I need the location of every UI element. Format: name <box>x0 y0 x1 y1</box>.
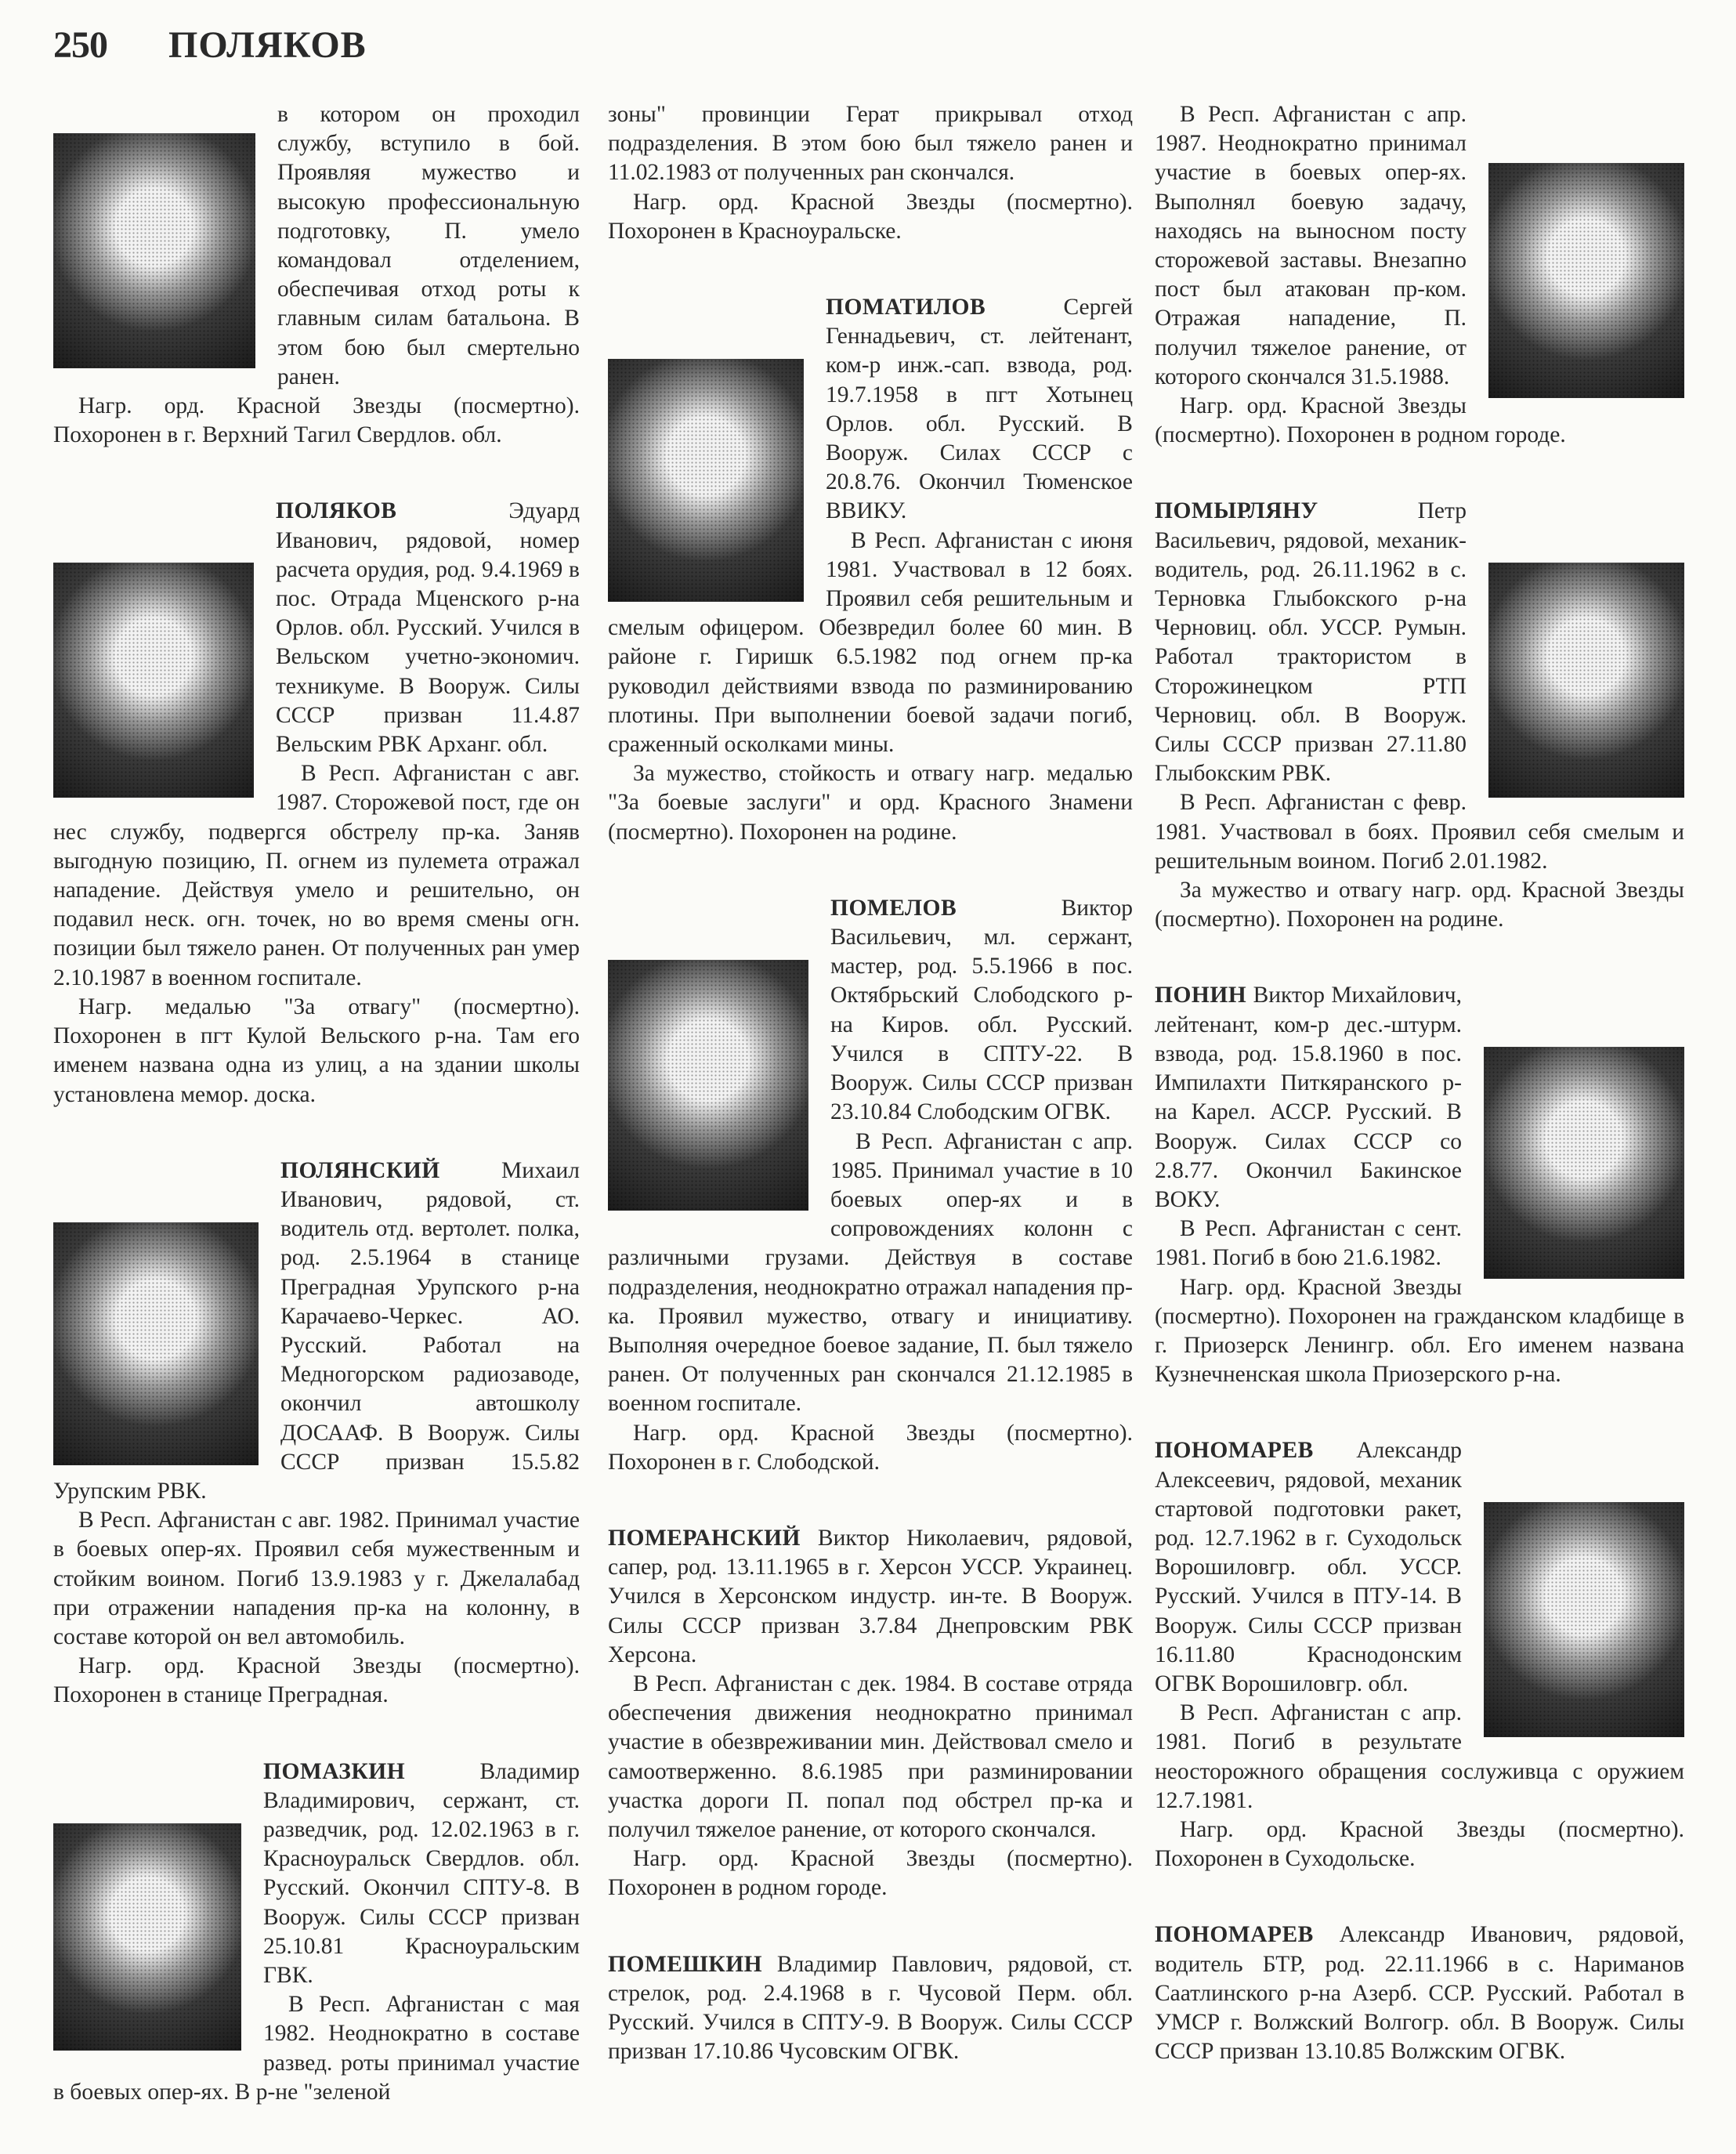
bio-text: Сергей Геннадьевич, ст. лейтенант, ком-р инж.-сап. взвода, род. 19.7.1958 в пгт Хотынец Орлов. обл. Русский. В Вооруж. Силах СССР с 20.8.76. Окончил Тюменское ВВИКУ. <box>826 295 1133 524</box>
portrait-photo <box>53 1823 241 2051</box>
service-paragraph: В Респ. Афганистан с апр. 1985. Принимал участие в 10 боевых опер-ях и в сопровождениях колонн с различными грузами. Действуя в составе подразделения, неоднократно отражал нападения пр-ка. Проявил мужество, отвагу и инициативу. Выполняя очередное боевое задание, П. был тяжело ранен. От полученных ран скончался 21.12.1985 в военном госпитале. <box>608 1128 1133 1417</box>
continuation-text: В Респ. Афганистан с апр. 1987. Неоднократно принимал участие в боевых опер-ях. Выполнял боевую задачу, находясь на выносном посту сторожевой заставы. Внезапно пост был атакован пр-ком. Отражая нападение, П. получил тяжелое ранение, от которого скончался 31.5.1988. <box>1155 102 1467 389</box>
award-paragraph: Нагр. орд. Красной Звезды (посмертно). Похоронен в родном городе. <box>1155 393 1566 448</box>
portrait-photo <box>53 1222 259 1465</box>
entry-surname: ПОМЕРАНСКИЙ <box>608 1525 801 1551</box>
portrait-photo <box>608 960 808 1211</box>
bio-text: Александр Иванович, рядовой, водитель БТР, род. 22.11.1966 в с. Нариманов Саатлинского р-на Азерб. ССР. Русский. Работал в УМСР г. Волжский Волгогр. обл. В Вооруж. Силы СССР призван 13.10.85 Волжским ОГВК. <box>1155 1922 1684 2065</box>
service-paragraph: В Респ. Афганистан с апр. 1981. Погиб в результате неосторожного обращения сослуживца с оружием 12.7.1981. <box>1155 1700 1684 1813</box>
award-paragraph: Нагр. орд. Красной Звезды (посмертно). Похоронен в г. Верхний Тагил Свердлов. обл. <box>53 393 580 448</box>
entry-bio <box>1155 1920 1684 2066</box>
column-2 <box>608 100 1133 2113</box>
portrait-photo <box>1488 163 1684 398</box>
bio-text: Виктор Васильевич, мл. сержант, мастер, род. 5.5.1966 в пос. Октябрьский Слободского р-на Киров. обл. Русский. Учился в СПТУ-22. В Вооруж. Силы СССР призван 23.10.84 Слободским ОГВК. <box>830 895 1133 1125</box>
service-paragraph: В Респ. Афганистан с февр. 1981. Участвовал в боях. Проявил себя смелым и решительным воином. Погиб 2.01.1982. <box>1155 790 1684 874</box>
entry-ponin <box>1155 981 1684 1389</box>
continuation-text: зоны" провинции Герат прикрывал отход подразделения. В этом бою был тяжело ранен и 11.02.1983 от полученных ран скончался. <box>608 102 1133 186</box>
entry-continuation <box>608 100 1133 246</box>
entry-polyanskiy <box>53 1157 580 1711</box>
service-paragraph: В Респ. Афганистан с дек. 1984. В составе отряда обеспечения движения неоднократно принимал участие в обезвреживании мин. Действовал смело и самоотверженно. 8.6.1985 при разминировании участка дороги П. попал под обстрел пр-ка и получил тяжелое ранение, от которого скончался. <box>608 1671 1133 1842</box>
portrait-photo <box>1484 1502 1684 1737</box>
entry-surname: ПОНОМАРЕВ <box>1155 1922 1314 1948</box>
running-head: ПОЛЯКОВ <box>168 24 367 66</box>
service-paragraph: В Респ. Афганистан с мая 1982. Неоднократно в составе развед. роты принимал участие в боевых опер-ях. В р-не "зеленой <box>53 1992 580 2105</box>
entry-pomeranskiy <box>608 1524 1133 1903</box>
entry-surname: ПОМЕЛОВ <box>830 895 957 921</box>
portrait-photo <box>608 359 804 602</box>
page-number: 250 <box>53 24 107 66</box>
entry-surname: ПОМЫРЛЯНУ <box>1155 498 1318 524</box>
entry-pomeshkin <box>608 1950 1133 2067</box>
entry-ponomarev-aa <box>1155 1436 1684 1873</box>
bio-text: Виктор Николаевич, рядовой, сапер, род. 13.11.1965 в г. Херсон УССР. Украинец. Учился в Херсонском индустр. ин-те. В Вооруж. Силы СССР призван 3.7.84 Днепровским РВК Херсона. <box>608 1525 1134 1667</box>
portrait-photo <box>53 563 254 798</box>
continuation-text: в котором он проходил службу, вступило в бой. Проявляя мужество и высокую профессиональную подготовку, П. умело командовал отделением, обеспечивая отход роты к главным силам батальона. В этом бою был смертельно ранен. <box>277 102 580 389</box>
bio-text: Виктор Михайлович, лейтенант, ком-р дес.-штурм. взвода, род. 15.8.1960 в пос. Импилахти Питкяранского р-на Карел. АССР. Русский. В Вооруж. Силах СССР со 2.8.77. Окончил Бакинское ВОКУ. <box>1155 983 1462 1212</box>
entry-ponomarev-ai <box>1155 1920 1684 2066</box>
award-paragraph: За мужество, стойкость и отвагу нагр. медалью "За боевые заслуги" и орд. Красного Знамени (посмертно). Похоронен на родине. <box>608 761 1133 845</box>
page-header <box>53 24 367 67</box>
award-paragraph: Нагр. орд. Красной Звезды (посмертно). Похоронен в родном городе. <box>608 1846 1133 1901</box>
service-paragraph: В Респ. Афганистан с авг. 1982. Принимал участие в боевых опер-ях. Проявил себя мужественным и стойким воином. Погиб 13.9.1983 у г. Джелалабад при отражении нападения пр-ка на колонну, в составе которой он вел автомобиль. <box>53 1508 580 1649</box>
award-paragraph: Нагр. медалью "За отвагу" (посмертно). Похоронен в пгт Кулой Вельского р-на. Там его именем названа одна из улиц, а на здании школы установлена мемор. доска. <box>53 994 580 1107</box>
service-paragraph: В Респ. Афганистан с сент. 1981. Погиб в бою 21.6.1982. <box>1155 1216 1462 1271</box>
entry-continuation <box>53 100 580 450</box>
portrait-photo <box>1484 1047 1684 1279</box>
entry-pomyrlyanu <box>1155 497 1684 934</box>
entry-bio <box>608 1950 1133 2067</box>
entry-surname: ПОЛЯКОВ <box>276 498 397 524</box>
award-paragraph: Нагр. орд. Красной Звезды (посмертно). Похоронен в Красноуральске. <box>608 189 1133 244</box>
entry-pomazkin <box>53 1758 580 2107</box>
bio-text: Владимир Владимирович, сержант, ст. разведчик, род. 12.02.1963 в г. Красноуральск Свердлов. обл. Русский. Окончил СПТУ-8. В Вооруж. Силы СССР призван 25.10.81 Красноуральским ГВК. <box>263 1758 580 1988</box>
entry-polyakov <box>53 497 580 1109</box>
award-paragraph: За мужество и отвагу нагр. орд. Красной Звезды (посмертно). Похоронен на родине. <box>1155 878 1684 932</box>
bio-text: Михаил Иванович, рядовой, ст. водитель отд. вертолет. полка, род. 2.5.1964 в станице Преградная Урупского р-на Карачаево-Черкес. АО. Русский. Работал на Медногорском радиозаводе, окончил автошколу ДОСААФ. В Вооруж. Силы СССР призван 15.5.82 Урупским РВК. <box>53 1157 580 1504</box>
entry-surname: ПОНОМАРЕВ <box>1155 1438 1314 1464</box>
column-1 <box>53 100 580 2154</box>
service-paragraph: В Респ. Афганистан с июня 1981. Участвовал в 12 боях. Проявил себя решительным и смелым офицером. Обезвредил более 60 мин. В районе г. Гиришк 6.5.1982 под огнем пр-ка руководил действиями взвода по разминированию плотины. При выполнении боевой задачи погиб, сраженный осколками мины. <box>608 527 1133 758</box>
award-paragraph: Нагр. орд. Красной Звезды (посмертно). Похоронен в Суходольске. <box>1155 1816 1684 1872</box>
award-paragraph: Нагр. орд. Красной Звезды (посмертно). Похоронен в станице Преградная. <box>53 1653 580 1708</box>
entry-pomelov <box>608 894 1133 1477</box>
portrait-photo <box>53 133 255 368</box>
bio-text: Владимир Павлович, рядовой, ст. стрелок, род. 2.4.1968 в г. Чусовой Перм. обл. Русский. Учился в СПТУ-9. В Вооруж. Силы СССР призван 17.10.86 Чусовским ОГВК. <box>608 1951 1133 2065</box>
bio-text: Эдуард Иванович, рядовой, номер расчета орудия, род. 9.4.1969 в пос. Отрада Мценского р-на Орлов. обл. Русский. Учился в Вельском учетно-экономич. техникуме. В Вооруж. Силы СССР призван 11.4.87 Вельским РВК Арханг. обл. <box>276 498 580 758</box>
entry-surname: ПОМАТИЛОВ <box>826 295 986 320</box>
award-paragraph: Нагр. орд. Красной Звезды (посмертно). Похоронен в г. Слободской. <box>608 1420 1133 1475</box>
entry-surname: ПОМЕШКИН <box>608 1951 763 1977</box>
bio-text: Александр Алексеевич, рядовой, механик стартовой подготовки ракет, род. 12.7.1962 в г. Суходольск Ворошиловгр. обл. УССР. Русский. Учился в ПТУ-14. В Вооруж. Силы СССР призван 16.11.80 Краснодонским ОГВК Ворошиловгр. обл. <box>1155 1438 1462 1696</box>
entry-continuation <box>1155 100 1684 450</box>
service-paragraph: В Респ. Афганистан с авг. 1987. Сторожевой пост, где он нес службу, подвергся обстрелу пр-ка. Заняв выгодную позицию, П. огнем из пулемета отражал нападение. Действуя умело и решительно, он подавил неск. огн. точек, но во время смены огн. позиции был тяжело ранен. От полученных ран умер 2.10.1987 в военном госпитале. <box>53 761 580 990</box>
portrait-photo <box>1488 563 1684 798</box>
column-3 <box>1155 100 1684 2113</box>
entry-surname: ПОНИН <box>1155 983 1247 1008</box>
entry-surname: ПОЛЯНСКИЙ <box>280 1157 440 1183</box>
entry-bio <box>608 1524 1133 1670</box>
entry-surname: ПОМАЗКИН <box>263 1758 406 1784</box>
entry-pomatilov <box>608 293 1133 847</box>
bio-text: Петр Васильевич, рядовой, механик-водитель, род. 26.11.1962 в с. Терновка Глыбокского р-на Черновиц. обл. УССР. Румын. Работал трактористом в Сторожинецком РТП Черновиц. обл. В Вооруж. Силы СССР призван 27.11.80 Глыбокским РВК. <box>1155 498 1467 787</box>
award-paragraph: Нагр. орд. Красной Звезды (посмертно). Похоронен на гражданском кладбище в г. Приозерск Ленингр. обл. Его именем названа Кузнечненская школа Приозерского р-на. <box>1155 1274 1684 1388</box>
